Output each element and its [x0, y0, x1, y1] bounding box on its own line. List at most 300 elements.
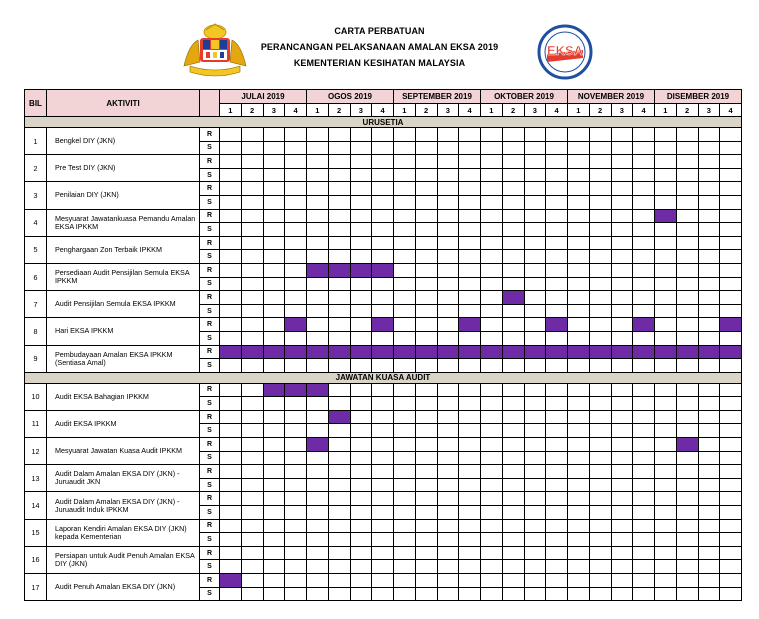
week-cell [546, 506, 568, 520]
week-cell [241, 263, 263, 277]
week-cell [524, 410, 546, 424]
activity-row [25, 236, 742, 250]
week-cell [459, 223, 481, 237]
week-header: 1 [394, 104, 416, 117]
activity-name: Pre Test DIY (JKN) [47, 155, 200, 182]
week-cell [633, 209, 655, 223]
week-cell [546, 424, 568, 438]
week-cell [241, 546, 263, 560]
week-cell [568, 410, 590, 424]
week-cell [241, 397, 263, 411]
week-cell [307, 451, 329, 465]
week-cell [263, 223, 285, 237]
week-cell [263, 304, 285, 318]
bil-header: BIL [25, 90, 47, 117]
week-cell [655, 410, 677, 424]
week-cell [328, 223, 350, 237]
week-cell [350, 574, 372, 588]
week-cell [372, 410, 394, 424]
week-cell [502, 223, 524, 237]
eksa-logo [537, 24, 593, 80]
week-cell [350, 250, 372, 264]
week-cell [220, 424, 242, 438]
week-cell [394, 209, 416, 223]
week-cell [611, 250, 633, 264]
activity-row [25, 291, 742, 305]
week-cell [481, 519, 503, 533]
week-cell [415, 587, 437, 601]
week-cell [459, 560, 481, 574]
planned-week-bar [220, 345, 242, 359]
week-cell [568, 397, 590, 411]
week-cell [611, 560, 633, 574]
week-cell [524, 195, 546, 209]
week-cell [502, 451, 524, 465]
week-cell [459, 587, 481, 601]
week-cell [568, 155, 590, 169]
week-cell [394, 424, 416, 438]
week-cell [307, 236, 329, 250]
week-cell [437, 506, 459, 520]
planned-week-bar [263, 345, 285, 359]
week-cell [372, 209, 394, 223]
week-cell [655, 182, 677, 196]
week-cell [633, 277, 655, 291]
week-cell [568, 182, 590, 196]
week-cell [502, 574, 524, 588]
week-cell [394, 277, 416, 291]
week-cell [502, 424, 524, 438]
week-cell [502, 492, 524, 506]
week-cell [481, 318, 503, 332]
week-cell [568, 506, 590, 520]
week-cell [676, 465, 698, 479]
week-cell [437, 182, 459, 196]
week-cell [502, 359, 524, 373]
week-cell [220, 182, 242, 196]
week-cell [328, 574, 350, 588]
week-cell [589, 209, 611, 223]
week-cell [328, 277, 350, 291]
planned-week-bar [481, 345, 503, 359]
week-cell [481, 546, 503, 560]
week-cell [698, 141, 720, 155]
status-row-label: S [200, 223, 220, 237]
week-cell [241, 318, 263, 332]
planned-week-bar [263, 383, 285, 397]
week-cell [437, 168, 459, 182]
week-cell [437, 424, 459, 438]
week-cell [720, 155, 742, 169]
week-cell [546, 574, 568, 588]
week-cell [698, 128, 720, 142]
activity-name: Audit Pensijilan Semula EKSA IPKKM [47, 291, 200, 318]
week-cell [307, 519, 329, 533]
week-cell [481, 506, 503, 520]
week-cell [524, 492, 546, 506]
week-cell [698, 560, 720, 574]
week-cell [589, 182, 611, 196]
week-cell [655, 236, 677, 250]
week-cell [698, 478, 720, 492]
week-cell [568, 277, 590, 291]
week-cell [546, 451, 568, 465]
week-cell [589, 155, 611, 169]
week-cell [415, 168, 437, 182]
week-cell [307, 209, 329, 223]
week-cell [546, 560, 568, 574]
week-cell [220, 263, 242, 277]
week-cell [285, 291, 307, 305]
week-cell [589, 291, 611, 305]
week-cell [437, 560, 459, 574]
week-cell [263, 209, 285, 223]
week-cell [459, 492, 481, 506]
week-cell [350, 331, 372, 345]
week-cell [546, 465, 568, 479]
week-cell [437, 155, 459, 169]
week-cell [372, 128, 394, 142]
week-cell [307, 318, 329, 332]
week-cell [394, 141, 416, 155]
month-header: JULAI 2019 [220, 90, 307, 104]
week-cell [372, 168, 394, 182]
week-cell [328, 478, 350, 492]
activity-number: 5 [25, 236, 47, 263]
week-cell [350, 492, 372, 506]
week-cell [481, 359, 503, 373]
week-cell [502, 304, 524, 318]
week-cell [415, 438, 437, 452]
week-cell [285, 506, 307, 520]
week-cell [676, 574, 698, 588]
week-cell [328, 438, 350, 452]
week-cell [307, 304, 329, 318]
week-cell [372, 424, 394, 438]
activity-row [25, 492, 742, 506]
month-header: NOVEMBER 2019 [568, 90, 655, 104]
week-cell [372, 250, 394, 264]
week-cell [328, 182, 350, 196]
week-header: 4 [720, 104, 742, 117]
week-cell [285, 209, 307, 223]
week-cell [589, 128, 611, 142]
week-cell [328, 465, 350, 479]
week-cell [655, 478, 677, 492]
week-cell [524, 263, 546, 277]
week-cell [394, 574, 416, 588]
chart-subtitle: PERANCANGAN PELAKSANAAN AMALAN EKSA 2019 [260, 42, 499, 52]
week-cell [263, 492, 285, 506]
week-cell [633, 304, 655, 318]
week-cell [350, 195, 372, 209]
week-cell [502, 141, 524, 155]
week-cell [220, 560, 242, 574]
week-cell [720, 519, 742, 533]
week-cell [241, 223, 263, 237]
week-cell [676, 451, 698, 465]
plan-row-label: R [200, 263, 220, 277]
week-cell [350, 560, 372, 574]
plan-row-label: R [200, 546, 220, 560]
week-cell [307, 359, 329, 373]
week-cell [263, 465, 285, 479]
week-cell [437, 318, 459, 332]
week-cell [285, 492, 307, 506]
week-cell [263, 410, 285, 424]
week-cell [285, 587, 307, 601]
week-cell [328, 397, 350, 411]
week-cell [502, 209, 524, 223]
week-cell [459, 574, 481, 588]
week-cell [698, 383, 720, 397]
week-cell [263, 236, 285, 250]
week-cell [241, 182, 263, 196]
planned-week-bar [307, 438, 329, 452]
week-cell [437, 195, 459, 209]
week-cell [676, 533, 698, 547]
activity-name: Mesyuarat Jawatan Kuasa Audit IPKKM [47, 438, 200, 465]
week-cell [263, 331, 285, 345]
week-cell [568, 263, 590, 277]
week-cell [676, 519, 698, 533]
planned-week-bar [676, 438, 698, 452]
week-cell [676, 359, 698, 373]
week-cell [720, 128, 742, 142]
week-cell [676, 291, 698, 305]
week-cell [437, 451, 459, 465]
week-cell [437, 574, 459, 588]
week-cell [676, 155, 698, 169]
week-header: 4 [285, 104, 307, 117]
week-cell [655, 359, 677, 373]
week-cell [350, 304, 372, 318]
week-cell [415, 141, 437, 155]
week-cell [437, 546, 459, 560]
week-cell [633, 546, 655, 560]
week-cell [285, 560, 307, 574]
week-cell [459, 506, 481, 520]
planned-week-bar [285, 345, 307, 359]
week-cell [372, 546, 394, 560]
week-cell [415, 304, 437, 318]
week-cell [415, 318, 437, 332]
week-cell [241, 410, 263, 424]
week-cell [263, 168, 285, 182]
ministry-name: KEMENTERIAN KESIHATAN MALAYSIA [293, 58, 466, 68]
week-cell [633, 168, 655, 182]
week-cell [415, 331, 437, 345]
week-cell [394, 291, 416, 305]
week-cell [568, 519, 590, 533]
week-cell [546, 250, 568, 264]
week-cell [611, 506, 633, 520]
week-cell [633, 438, 655, 452]
week-cell [394, 533, 416, 547]
plan-row-label: R [200, 519, 220, 533]
week-cell [524, 533, 546, 547]
week-cell [633, 478, 655, 492]
week-cell [589, 519, 611, 533]
week-cell [263, 587, 285, 601]
activity-number: 14 [25, 492, 47, 519]
week-header: 2 [328, 104, 350, 117]
week-header: 2 [502, 104, 524, 117]
week-cell [394, 318, 416, 332]
week-cell [285, 574, 307, 588]
week-cell [655, 519, 677, 533]
week-cell [350, 209, 372, 223]
week-cell [328, 128, 350, 142]
week-cell [502, 546, 524, 560]
status-row-label: S [200, 533, 220, 547]
week-cell [676, 383, 698, 397]
week-cell [307, 492, 329, 506]
week-cell [372, 574, 394, 588]
week-cell [720, 478, 742, 492]
week-cell [481, 331, 503, 345]
month-header: DISEMBER 2019 [655, 90, 742, 104]
week-cell [589, 277, 611, 291]
week-cell [611, 359, 633, 373]
week-cell [372, 506, 394, 520]
week-cell [655, 318, 677, 332]
week-cell [676, 492, 698, 506]
week-cell [307, 560, 329, 574]
week-cell [524, 236, 546, 250]
plan-row-label: R [200, 438, 220, 452]
week-cell [633, 223, 655, 237]
week-cell [698, 277, 720, 291]
week-cell [350, 277, 372, 291]
week-cell [328, 195, 350, 209]
activity-number: 7 [25, 291, 47, 318]
week-cell [546, 195, 568, 209]
plan-row-label: R [200, 345, 220, 359]
week-cell [394, 410, 416, 424]
week-cell [676, 506, 698, 520]
week-cell [372, 277, 394, 291]
week-cell [655, 141, 677, 155]
week-cell [459, 359, 481, 373]
week-cell [307, 410, 329, 424]
week-cell [524, 318, 546, 332]
activity-row [25, 182, 742, 196]
week-cell [546, 533, 568, 547]
week-cell [394, 546, 416, 560]
week-cell [372, 519, 394, 533]
week-cell [350, 465, 372, 479]
week-cell [589, 141, 611, 155]
week-cell [568, 533, 590, 547]
week-cell [568, 438, 590, 452]
status-row-label: S [200, 304, 220, 318]
week-cell [611, 574, 633, 588]
week-cell [502, 383, 524, 397]
activity-name: Penilaian DIY (JKN) [47, 182, 200, 209]
week-cell [394, 331, 416, 345]
week-cell [546, 182, 568, 196]
week-cell [394, 587, 416, 601]
week-cell [524, 560, 546, 574]
week-cell [350, 451, 372, 465]
week-cell [350, 168, 372, 182]
week-cell [481, 141, 503, 155]
week-cell [655, 168, 677, 182]
week-cell [307, 195, 329, 209]
week-cell [285, 331, 307, 345]
week-cell [676, 478, 698, 492]
week-cell [698, 519, 720, 533]
week-cell [415, 359, 437, 373]
week-cell [481, 128, 503, 142]
planned-week-bar [328, 345, 350, 359]
week-header: 3 [524, 104, 546, 117]
week-cell [568, 168, 590, 182]
week-cell [459, 209, 481, 223]
week-cell [415, 155, 437, 169]
week-cell [589, 546, 611, 560]
week-cell [459, 304, 481, 318]
week-cell [633, 291, 655, 305]
week-cell [633, 182, 655, 196]
week-cell [546, 223, 568, 237]
week-cell [263, 291, 285, 305]
week-header: 3 [698, 104, 720, 117]
week-cell [524, 451, 546, 465]
week-cell [459, 383, 481, 397]
week-cell [415, 492, 437, 506]
week-cell [263, 128, 285, 142]
week-cell [524, 141, 546, 155]
week-header: 2 [589, 104, 611, 117]
week-cell [524, 519, 546, 533]
week-cell [220, 546, 242, 560]
week-cell [328, 519, 350, 533]
week-cell [611, 141, 633, 155]
week-cell [698, 304, 720, 318]
week-cell [546, 141, 568, 155]
week-cell [307, 250, 329, 264]
week-cell [589, 438, 611, 452]
week-cell [720, 359, 742, 373]
week-cell [437, 263, 459, 277]
week-cell [394, 519, 416, 533]
week-cell [655, 223, 677, 237]
week-cell [524, 506, 546, 520]
planned-week-bar [350, 345, 372, 359]
planned-week-bar [372, 318, 394, 332]
week-cell [633, 155, 655, 169]
planned-week-bar [307, 383, 329, 397]
week-cell [676, 546, 698, 560]
week-cell [328, 304, 350, 318]
week-cell [611, 465, 633, 479]
month-header: OGOS 2019 [307, 90, 394, 104]
activity-name: Pembudayaan Amalan EKSA IPKKM (Sentiasa Amal) [47, 345, 200, 372]
week-cell [394, 438, 416, 452]
week-cell [676, 141, 698, 155]
week-cell [568, 465, 590, 479]
week-cell [676, 209, 698, 223]
status-row-label: S [200, 587, 220, 601]
week-cell [241, 331, 263, 345]
planned-week-bar [328, 263, 350, 277]
week-cell [481, 424, 503, 438]
plan-row-label: R [200, 574, 220, 588]
week-cell [720, 465, 742, 479]
week-cell [263, 155, 285, 169]
